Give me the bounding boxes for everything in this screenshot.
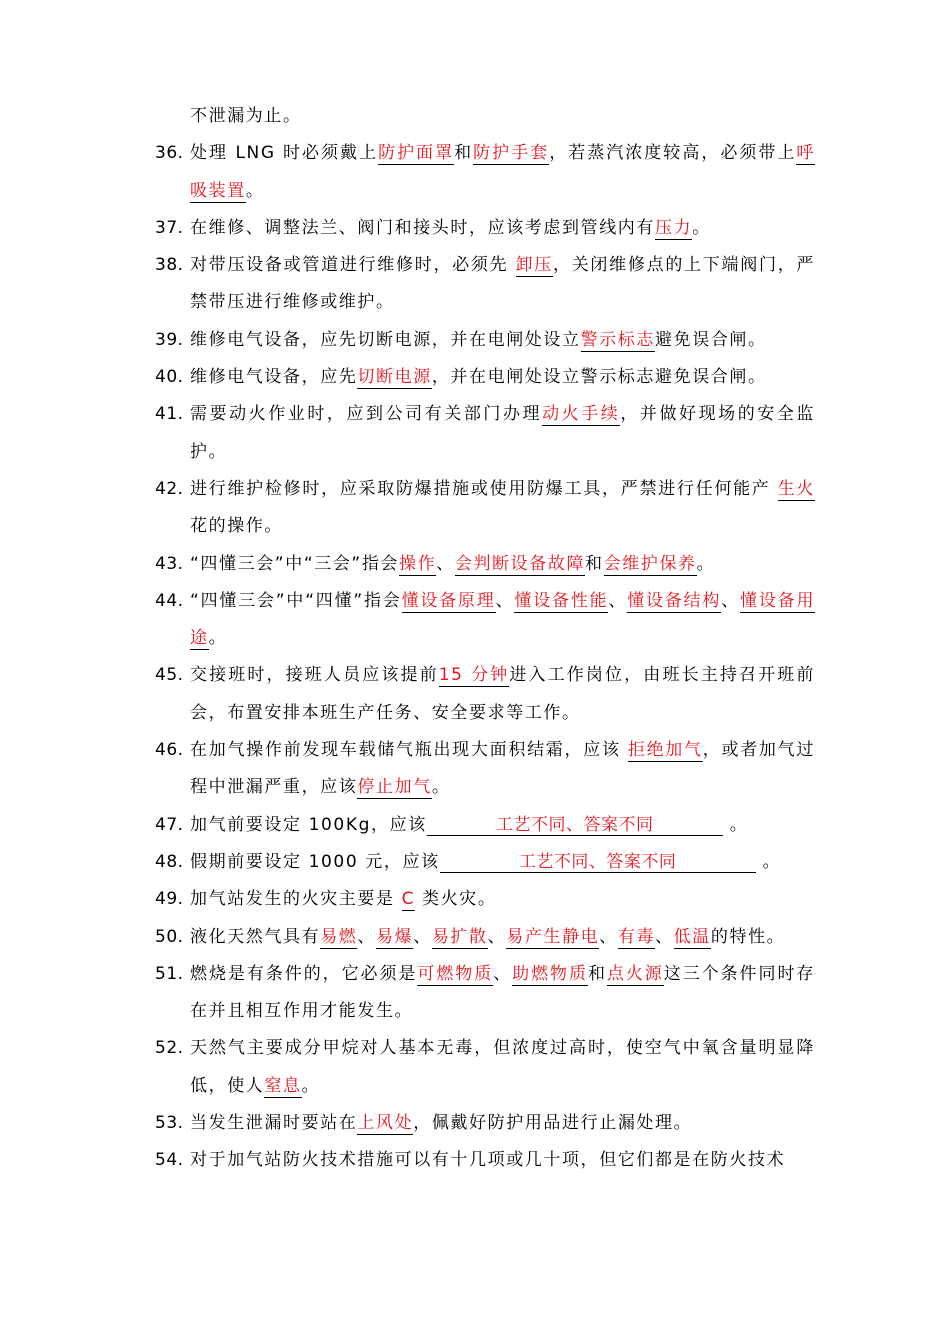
question-text: 维修电气设备，应先切断电源，并在电闸处设立 bbox=[190, 329, 581, 350]
question-text: 、 bbox=[493, 963, 513, 984]
question-item bbox=[155, 359, 815, 396]
question-text: 交接班时，接班人员应该提前 bbox=[190, 665, 439, 686]
question-text: 对于加气站防火技术措施可以有十几项或几十项，但它们都是在防火技术 bbox=[190, 1150, 786, 1171]
question-number: 45. bbox=[155, 665, 184, 686]
question-number: 49. bbox=[155, 889, 184, 910]
question-text: 燃烧是有条件的，它必须是 bbox=[190, 963, 418, 984]
question-number: 54. bbox=[155, 1150, 184, 1171]
question-text: 、 bbox=[721, 590, 741, 611]
question-number: 37. bbox=[155, 217, 184, 238]
question-item bbox=[155, 919, 815, 956]
question-text: 。 bbox=[208, 628, 228, 649]
question-text: 维修电气设备，应先 bbox=[190, 367, 358, 388]
answer-text: 可燃物质 bbox=[417, 963, 494, 984]
question-text: 不泄漏为止。 bbox=[190, 106, 302, 126]
question-text: 在加气操作前发现车载储气瓶出现大面积结霜，应该 bbox=[190, 740, 628, 761]
answer-text: C bbox=[401, 889, 416, 910]
question-text: 加气前要设定 100Kg，应该 bbox=[190, 814, 427, 835]
answer-text: 会判断设备故障 bbox=[454, 553, 586, 574]
question-text: 。 bbox=[431, 777, 451, 798]
question-text: ，佩戴好防护用品进行止漏处理。 bbox=[413, 1113, 693, 1134]
question-number: 48. bbox=[155, 851, 184, 872]
answer-text: 压力 bbox=[655, 217, 693, 238]
answer-text: 易爆 bbox=[376, 926, 414, 947]
question-text: 。 bbox=[722, 814, 749, 835]
question-text: 。 bbox=[245, 180, 265, 201]
question-text: 、 bbox=[487, 926, 507, 947]
answer-text: 停止加气 bbox=[357, 777, 432, 798]
question-text: 假期前要设定 1000 元，应该 bbox=[190, 851, 440, 872]
answer-text: 懂设备结构 bbox=[627, 590, 722, 611]
question-item bbox=[155, 732, 815, 807]
answer-text: 防护手套 bbox=[473, 143, 550, 164]
question-item bbox=[155, 210, 815, 247]
question-number: 38. bbox=[155, 255, 184, 276]
answer-text: 防护面罩 bbox=[378, 143, 455, 164]
answer-text: 易产生静电 bbox=[506, 926, 600, 947]
answer-text: 窒息 bbox=[264, 1075, 302, 1096]
question-text: 天然气主要成分甲烷对人基本无毒，但浓度过高时，使空气中氧含量明显降低，使人 bbox=[190, 1038, 815, 1096]
question-number: 44. bbox=[155, 590, 184, 611]
question-number: 43. bbox=[155, 553, 184, 574]
question-text: 、 bbox=[608, 590, 628, 611]
question-text: “四懂三会”中“三会”指会 bbox=[190, 553, 400, 574]
question-text: 避免误合闸。 bbox=[655, 329, 767, 350]
question-text: ，或者加气过程中泄漏严重，应该 bbox=[190, 740, 815, 798]
question-text: 需要动火作业时，应到公司有关部门办理 bbox=[190, 404, 543, 425]
question-text: 。 bbox=[692, 217, 711, 238]
question-text: 的特性。 bbox=[710, 926, 786, 947]
question-number: 52. bbox=[155, 1038, 184, 1059]
question-item bbox=[155, 1142, 815, 1179]
question-text: 、 bbox=[599, 926, 618, 947]
question-text: “四懂三会”中“四懂”指会 bbox=[190, 590, 402, 611]
question-number: 40. bbox=[155, 367, 184, 388]
question-item bbox=[155, 881, 815, 918]
answer-text: 懂设备原理 bbox=[401, 590, 496, 611]
answer-text: 拒绝加气 bbox=[627, 740, 703, 761]
question-text: 花的操作。 bbox=[190, 516, 283, 537]
answer-text: 低温 bbox=[673, 926, 711, 947]
question-text: 在维修、调整法兰、阀门和接头时，应该考虑到管线内有 bbox=[190, 217, 655, 238]
question-item bbox=[155, 956, 815, 1031]
question-number: 47. bbox=[155, 814, 184, 835]
question-item bbox=[155, 135, 815, 210]
question-list bbox=[155, 98, 815, 1180]
question-number: 51. bbox=[155, 963, 184, 984]
question-item bbox=[155, 247, 815, 322]
answer-text: 15 分钟 bbox=[438, 665, 510, 686]
question-text: 。 bbox=[301, 1075, 321, 1096]
question-item bbox=[155, 1105, 815, 1142]
answer-text: 操作 bbox=[399, 553, 437, 574]
answer-blank: 工艺不同、答案不同 bbox=[427, 815, 723, 836]
answer-text: 易燃 bbox=[320, 926, 358, 947]
answer-text: 上风处 bbox=[357, 1113, 414, 1134]
question-item bbox=[155, 322, 815, 359]
answer-text: 卸压 bbox=[515, 255, 553, 276]
answer-blank: 工艺不同、答案不同 bbox=[440, 852, 756, 873]
question-text: 进行维护检修时，应采取防爆措施或使用防爆工具，严禁进行任何能产 bbox=[190, 478, 778, 499]
answer-text: 会维护保养 bbox=[603, 553, 697, 574]
question-text: 。 bbox=[755, 851, 782, 872]
question-text: 和 bbox=[454, 143, 474, 164]
question-text: 、 bbox=[436, 553, 455, 574]
question-text: 、 bbox=[413, 926, 432, 947]
answer-text: 切断电源 bbox=[357, 367, 432, 388]
question-item bbox=[155, 396, 815, 471]
question-text: 当发生泄漏时要站在 bbox=[190, 1113, 358, 1134]
answer-text: 点火源 bbox=[606, 963, 664, 984]
answer-text: 有毒 bbox=[617, 926, 656, 947]
answer-text: 易扩散 bbox=[431, 926, 488, 947]
question-text: 加气站发生的火灾主要是 bbox=[190, 889, 402, 910]
question-number: 42. bbox=[155, 478, 184, 499]
answer-text: 生火 bbox=[777, 478, 815, 499]
question-text: 处理 LNG 时必须戴上 bbox=[190, 143, 379, 164]
question-text: 进入工作岗位，由班长主持召开班前会，布置安排本班生产任务、安全要求等工作。 bbox=[190, 665, 815, 723]
question-item bbox=[155, 546, 815, 583]
question-text: ，并做好现场的安全监护。 bbox=[190, 404, 815, 462]
answer-text: 呼吸装置 bbox=[190, 143, 816, 201]
question-text: 、 bbox=[655, 926, 674, 947]
question-text: ，并在电闸处设立警示标志避免误合闸。 bbox=[431, 367, 767, 388]
question-number: 36. bbox=[155, 143, 184, 164]
question-item bbox=[155, 844, 815, 881]
question-text: 。 bbox=[696, 553, 716, 574]
question-text: 类火灾。 bbox=[415, 889, 497, 910]
question-item bbox=[155, 807, 815, 844]
question-item bbox=[155, 583, 815, 658]
question-number: 50. bbox=[155, 926, 184, 947]
question-text: ，若蒸汽浓度较高，必须带上 bbox=[549, 143, 797, 164]
question-text: 、 bbox=[495, 590, 515, 611]
question-number: 53. bbox=[155, 1113, 184, 1134]
question-text: 对带压设备或管道进行维修时，必须先 bbox=[190, 255, 516, 276]
question-text: 液化天然气具有 bbox=[190, 926, 321, 947]
question-number: 46. bbox=[155, 740, 184, 761]
question-item bbox=[155, 471, 815, 546]
question-number: 39. bbox=[155, 329, 184, 350]
answer-text: 懂设备性能 bbox=[514, 590, 609, 611]
question-text: 和 bbox=[587, 963, 607, 984]
answer-text: 助燃物质 bbox=[512, 963, 588, 984]
question-text: 、 bbox=[357, 926, 377, 947]
answer-text: 懂设备用途 bbox=[190, 590, 816, 649]
question-item bbox=[155, 1030, 815, 1105]
question-number: 41. bbox=[155, 404, 184, 425]
question-text: ，关闭维修点的上下端阀门，严禁带压进行维修或维护。 bbox=[190, 255, 816, 313]
question-item bbox=[155, 657, 815, 732]
question-text: 这三个条件同时存在并且相互作用才能发生。 bbox=[190, 963, 815, 1022]
answer-text: 警示标志 bbox=[580, 329, 656, 350]
question-item bbox=[155, 98, 815, 135]
question-text: 和 bbox=[585, 553, 604, 574]
answer-text: 动火手续 bbox=[542, 404, 621, 425]
